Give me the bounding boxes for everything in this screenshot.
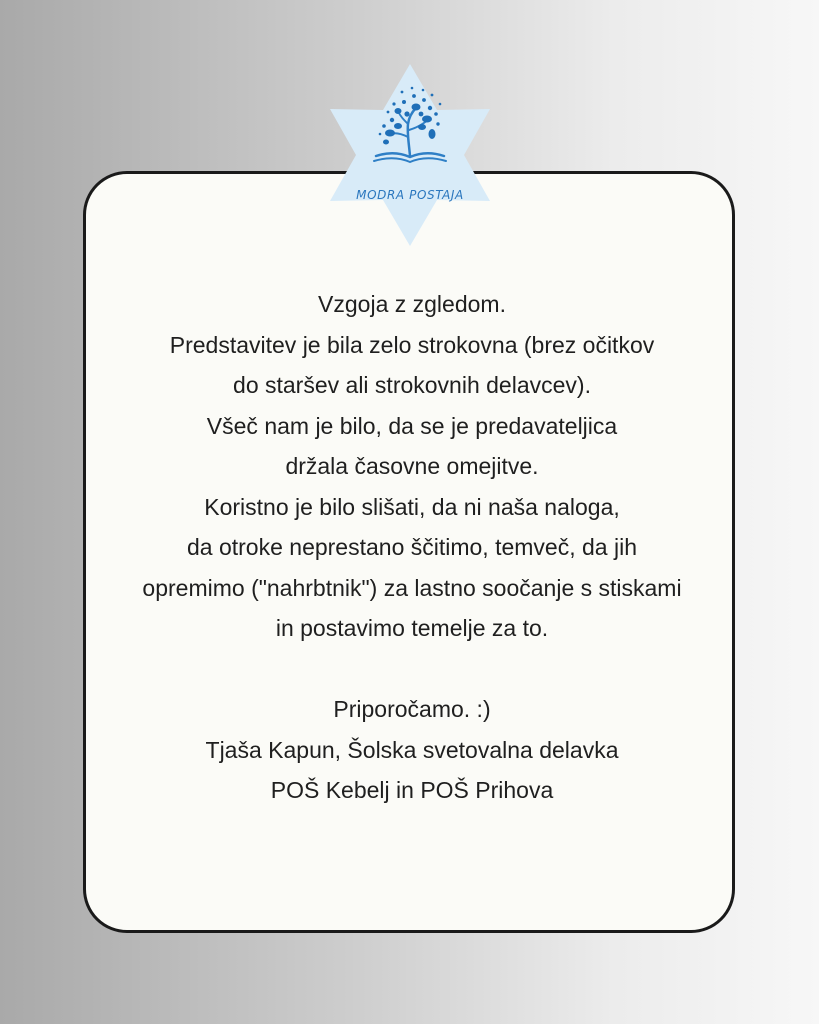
review-line: opremimo ("nahrbtnik") za lastno soočanje s stiskami: [142, 574, 682, 601]
review-line: Všeč nam je bilo, da se je predavateljica: [206, 412, 618, 439]
review-line: držala časovne omejitve.: [285, 453, 539, 479]
logo-wordmark: MODRA POSTAJA: [356, 188, 464, 202]
recommendation-line: Priporočamo. :): [333, 696, 491, 722]
review-line: in postavimo temelje za to.: [275, 615, 549, 641]
paragraph-gap: [86, 649, 738, 690]
review-line: da otroke neprestano ščitimo, temveč, da jih: [186, 534, 637, 560]
star-badge-icon: [328, 62, 492, 248]
modra-postaja-logo: [328, 62, 492, 248]
review-line: do staršev ali strokovnih delavcev).: [233, 372, 591, 398]
review-message: [86, 284, 738, 811]
school-line: POŠ Kebelj in POŠ Prihova: [270, 777, 554, 803]
review-card: [83, 171, 735, 933]
review-line: Predstavitev je bila zelo strokovna (brez očitkov: [169, 331, 655, 358]
review-line: Koristno je bilo slišati, da ni naša naloga,: [204, 493, 620, 520]
author-line: Tjaša Kapun, Šolska svetovalna delavka: [205, 736, 619, 763]
review-line: Vzgoja z zgledom.: [318, 291, 506, 317]
